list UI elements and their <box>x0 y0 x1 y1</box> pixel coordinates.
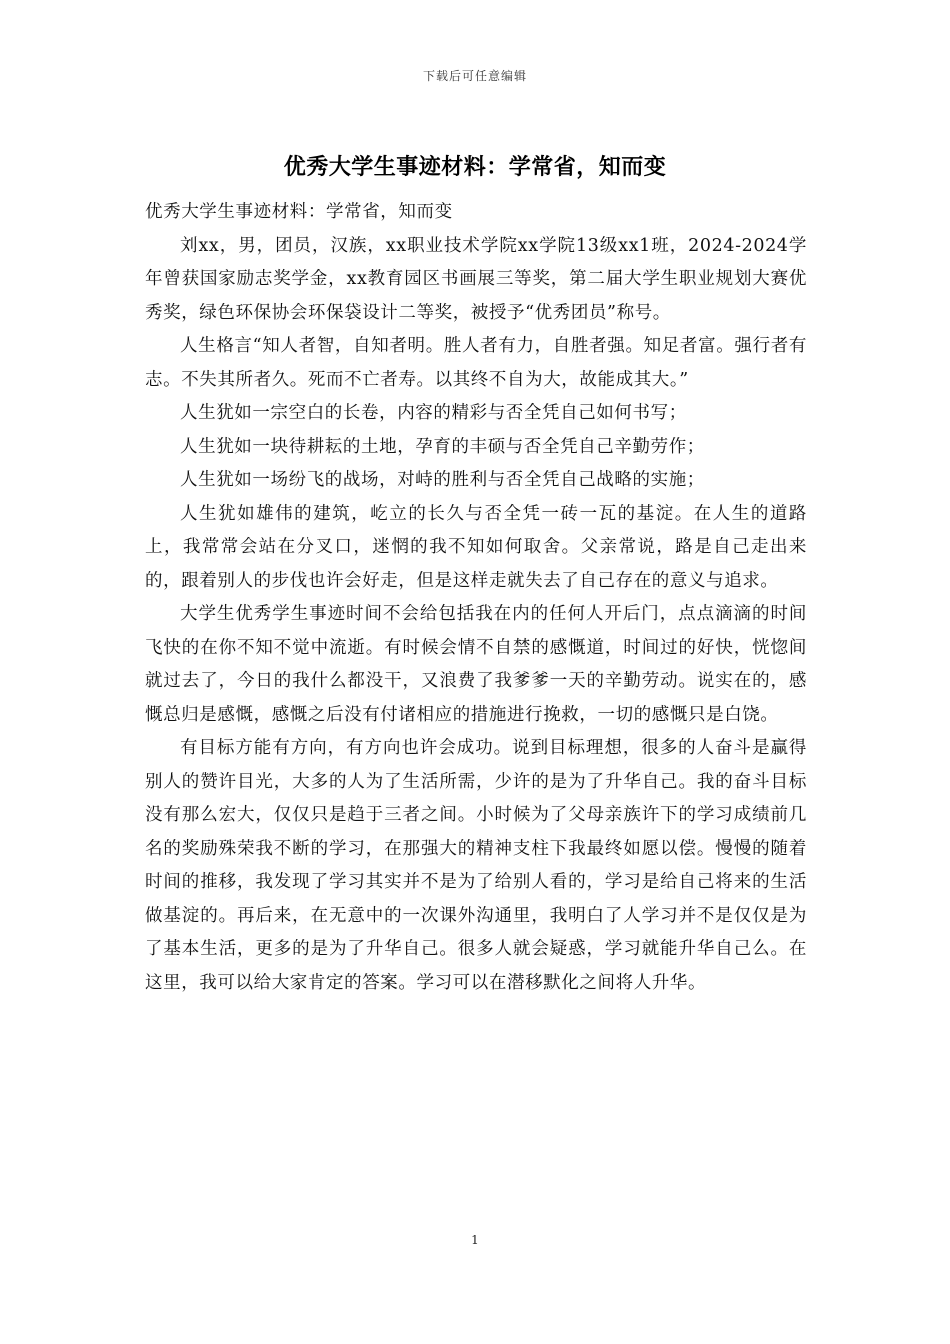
motto-paragraph: 人生格言“知人者智，自知者明。胜人者有力，自胜者强。知足者富。强行者有志。不失其所者久。死而不亡者寿。以其终不自为大，故能成其大。” <box>145 336 807 390</box>
page-number: 1 <box>471 1233 479 1247</box>
life-path-paragraph: 人生犹如雄伟的建筑，屹立的长久与否全凭一砖一瓦的基淀。在人生的道路上，我常常会站在分叉口，迷惘的我不知如何取舍。父亲常说，路是自己走出来的，跟着别人的步伐也许会好走，但是这样走就失去了自己存在的意义与追求。 <box>145 503 807 591</box>
goal-paragraph: 有目标方能有方向，有方向也许会成功。说到目标理想，很多的人奋斗是赢得别人的赞许目光，大多的人为了生活所需，少许的是为了升华自己。我的奋斗目标没有那么宏大，仅仅只是趋于三者之间。小时候为了父母亲族许下的学习成绩前几名的奖励殊荣我不断的学习，在那强大的精神支柱下我最终如愿以偿。慢慢的随着时间的推移，我发现了学习其实并不是为了给别人看的，学习是给自己将来的生活做基淀的。再后来，在无意中的一次课外沟通里，我明白了人学习并不是仅仅是为了基本生活，更多的是为了升华自己。很多人就会疑惑，学习就能升华自己么。在这里，我可以给大家肯定的答案。学习可以在潜移默化之间将人升华。 <box>145 738 807 993</box>
life-metaphor-paragraph: 人生犹如一块待耕耘的土地，孕育的丰硕与否全凭自己辛勤劳作； <box>180 436 705 457</box>
life-metaphor-paragraph: 人生犹如一场纷飞的战场，对峙的胜利与否全凭自己战略的实施； <box>180 470 705 490</box>
profile-paragraph: 刘xx，男，团员，汉族，xx职业技术学院xx学院13级xx1班，2024-2024学年曾获国家励志奖学金，xx教育园区书画展三等奖，第二届大学生职业规划大赛优秀奖，绿色环保协会环保袋设计二等奖，被授予“优秀团员”称号。 <box>145 235 807 323</box>
subtitle-paragraph: 优秀大学生事迹材料：学常省，知而变 <box>145 202 453 222</box>
document-body <box>145 196 807 1000</box>
document-title: 优秀大学生事迹材料：学常省，知而变 <box>283 155 667 180</box>
header-note: 下载后可任意编辑 <box>422 69 527 83</box>
time-paragraph: 大学生优秀学生事迹时间不会给包括我在内的任何人开后门，点点滴滴的时间飞快的在你不知不觉中流逝。有时候会情不自禁的感慨道，时间过的好快，恍惚间就过去了，今日的我什么都没干，又浪费了我爹爹一天的辛勤劳动。说实在的，感慨总归是感慨，感慨之后没有付诸相应的措施进行挽救，一切的感慨只是白饶。 <box>145 604 807 725</box>
life-metaphor-paragraph: 人生犹如一宗空白的长卷，内容的精彩与否全凭自己如何书写； <box>180 403 687 423</box>
